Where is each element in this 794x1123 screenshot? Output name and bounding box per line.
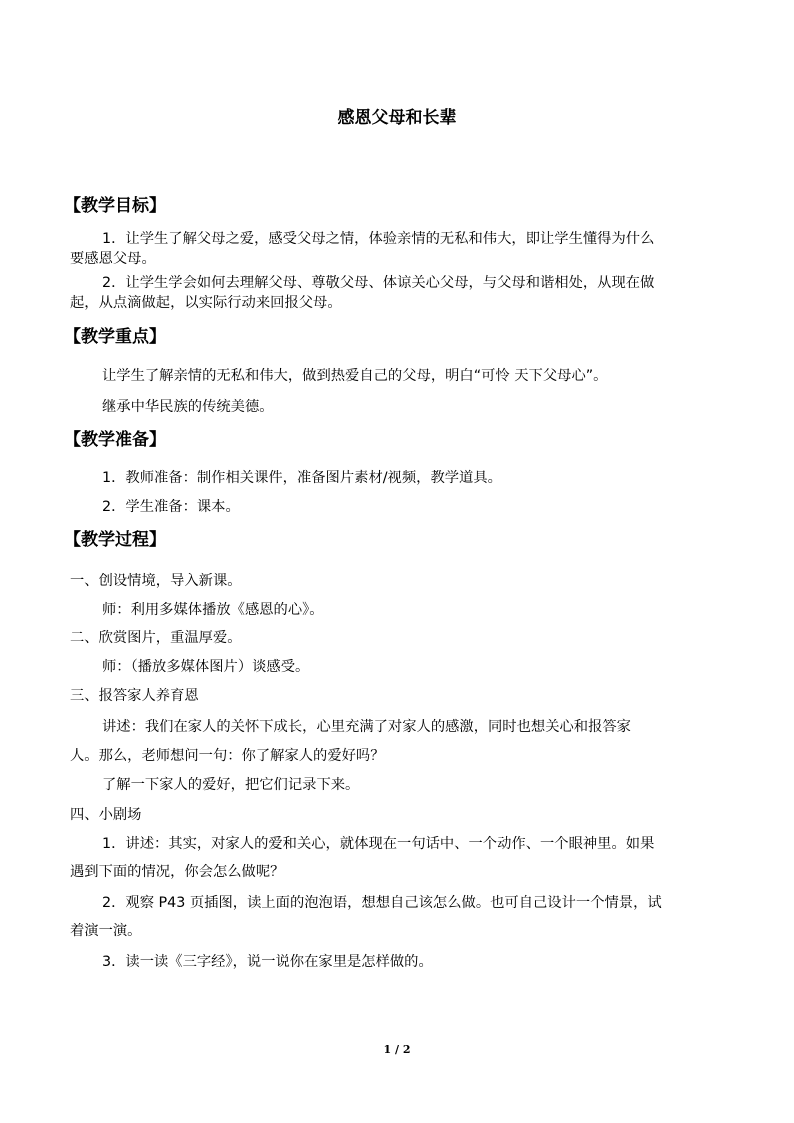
- process-line-12: 2．观察 P43 页插图，读上面的泡泡语，想想自己该怎么做。也可自己设计一个情景，试: [102, 895, 662, 911]
- page-title: 感恩父母和长辈: [337, 108, 457, 128]
- process-line-6: 讲述：我们在家人的关怀下成长，心里充满了对家人的感激，同时也想关心和报答家: [102, 719, 631, 735]
- process-line-8: 了解一下家人的爱好，把它们记录下来。: [102, 777, 360, 793]
- process-line-7: 人。那么，老师想问一句：你了解家人的爱好吗？: [70, 748, 385, 764]
- process-line-3: 二、欣赏图片，重温厚爱。: [70, 630, 242, 646]
- page-number: 1 / 2: [383, 1043, 411, 1056]
- process-line-4: 师：（播放多媒体图片）谈感受。: [102, 659, 310, 675]
- process-line-2: 师：利用多媒体播放《感恩的心》。: [102, 602, 324, 618]
- goals-line-1: 1．让学生了解父母之爱，感受父母之情，体验亲情的无私和伟大，即让学生懂得为什么: [102, 231, 655, 247]
- section-heading-key-points: 【教学重点】: [64, 327, 166, 347]
- section-heading-process: 【教学过程】: [64, 530, 166, 550]
- process-line-1: 一、创设情境，导入新课。: [70, 573, 242, 589]
- process-line-5: 三、报答家人养育恩: [70, 688, 199, 704]
- preparation-line-1: 1．教师准备：制作相关课件，准备图片素材/视频，教学道具。: [102, 470, 502, 486]
- process-line-10: 1．讲述：其实，对家人的爱和关心，就体现在一句话中、一个动作、一个眼神里。如果: [102, 836, 655, 852]
- process-line-11: 遇到下面的情况，你会怎么做呢？: [70, 864, 285, 880]
- section-heading-goals: 【教学目标】: [64, 196, 166, 216]
- preparation-line-2: 2．学生准备：课本。: [102, 499, 240, 515]
- goals-line-4: 起，从点滴做起，以实际行动来回报父母。: [70, 295, 342, 311]
- process-line-14: 3．读一读《三字经》，说一说你在家里是怎样做的。: [102, 954, 433, 970]
- section-heading-preparation: 【教学准备】: [64, 430, 166, 450]
- goals-line-3: 2．让学生学会如何去理解父母、尊敬父母、体谅关心父母，与父母和谐相处，从现在做: [102, 275, 655, 291]
- key-points-line-2: 继承中华民族的传统美德。: [102, 399, 274, 415]
- process-line-9: 四、小剧场: [70, 807, 142, 823]
- key-points-line-1: 让学生了解亲情的无私和伟大，做到热爱自己的父母，明白“可怜 天下父母心”。: [102, 368, 608, 384]
- process-line-13: 着演一演。: [70, 923, 142, 939]
- goals-line-2: 要感恩父母。: [70, 251, 156, 267]
